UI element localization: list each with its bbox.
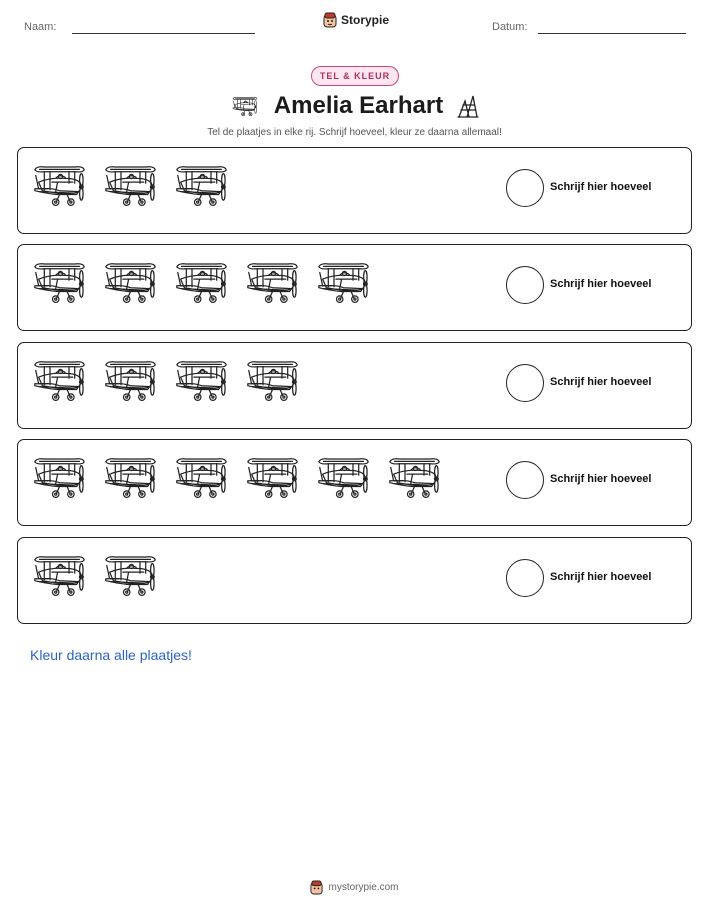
date-line: [538, 33, 686, 34]
counting-row: [17, 439, 692, 526]
activity-badge: TEL & KLEUR: [311, 66, 399, 86]
plane-group: [31, 161, 230, 209]
write-count-label: Schrijf hier hoeveel: [550, 376, 652, 388]
plane-group: [31, 453, 443, 501]
biplane-icon: [102, 453, 159, 501]
instructions: Tel de plaatjes in elke rij. Schrijf hoeveel, kleur ze daarna allemaal!: [207, 127, 502, 138]
biplane-icon: [244, 356, 301, 404]
counting-row: [17, 147, 692, 234]
aviator-statue-icon: [457, 93, 479, 119]
answer-circle[interactable]: [506, 364, 544, 402]
footer: [0, 880, 709, 895]
biplane-icon: [244, 453, 301, 501]
biplane-icon: [386, 453, 443, 501]
biplane-icon: [173, 356, 230, 404]
worksheet-header: [0, 0, 709, 40]
storypie-mascot-icon: [323, 12, 337, 28]
biplane-icon: [315, 258, 372, 306]
biplane-icon: [102, 258, 159, 306]
biplane-icon: [102, 551, 159, 599]
storypie-logo: [323, 12, 389, 28]
biplane-icon: [244, 258, 301, 306]
biplane-icon: [173, 161, 230, 209]
footer-url: mystorypie.com: [328, 882, 399, 893]
answer-circle[interactable]: [506, 266, 544, 304]
write-count-label: Schrijf hier hoeveel: [550, 181, 652, 193]
plane-group: [31, 258, 372, 306]
page-title: Amelia Earhart: [273, 92, 444, 119]
biplane-icon: [102, 161, 159, 209]
storypie-mascot-icon: [310, 880, 323, 895]
biplane-icon: [31, 356, 88, 404]
plane-group: [31, 551, 159, 599]
counting-row: [17, 537, 692, 624]
biplane-icon: [31, 258, 88, 306]
biplane-icon: [31, 551, 88, 599]
biplane-icon: [315, 453, 372, 501]
coloring-note: Kleur daarna alle plaatjes!: [30, 647, 192, 663]
counting-row: [17, 244, 692, 331]
biplane-icon: [230, 95, 260, 117]
write-count-label: Schrijf hier hoeveel: [550, 473, 652, 485]
title-row: [0, 92, 709, 120]
answer-circle[interactable]: [506, 169, 544, 207]
name-label: Naam:: [24, 21, 57, 33]
answer-circle[interactable]: [506, 461, 544, 499]
biplane-icon: [102, 356, 159, 404]
write-count-label: Schrijf hier hoeveel: [550, 278, 652, 290]
biplane-icon: [31, 161, 88, 209]
biplane-icon: [173, 258, 230, 306]
biplane-icon: [173, 453, 230, 501]
write-count-label: Schrijf hier hoeveel: [550, 571, 652, 583]
counting-row: [17, 342, 692, 429]
brand-name: Storypie: [341, 13, 390, 27]
date-label: Datum:: [492, 21, 528, 33]
biplane-icon: [31, 453, 88, 501]
answer-circle[interactable]: [506, 559, 544, 597]
name-line: [72, 33, 255, 34]
plane-group: [31, 356, 301, 404]
